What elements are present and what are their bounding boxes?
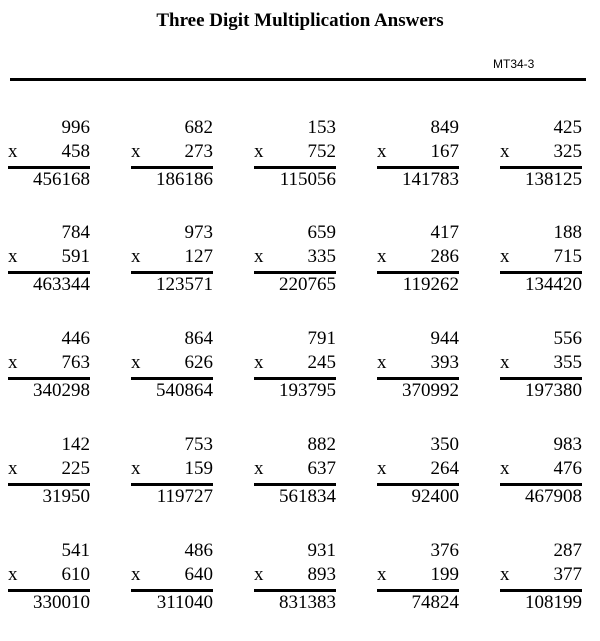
multiply-sign: x [8, 141, 18, 162]
answer: 193795 [279, 380, 336, 401]
multiply-sign: x [131, 458, 141, 479]
multiply-sign: x [500, 141, 510, 162]
problem-16 [8, 434, 90, 524]
multiplier: 752 [307, 141, 336, 162]
multiplicand: 446 [61, 328, 90, 349]
multiplicand: 996 [61, 117, 90, 138]
problem-7 [131, 222, 213, 312]
problem-20 [500, 434, 582, 524]
multiplicand: 541 [61, 540, 90, 561]
multiply-sign: x [8, 246, 18, 267]
answer: 311040 [156, 592, 213, 613]
multiply-sign: x [254, 458, 264, 479]
multiplier: 325 [553, 141, 582, 162]
multiplicand: 753 [184, 434, 213, 455]
multiplicand: 791 [307, 328, 336, 349]
multiplicand: 142 [61, 434, 90, 455]
answer: 123571 [156, 274, 213, 295]
multiplier: 377 [553, 564, 582, 585]
multiply-sign: x [254, 246, 264, 267]
multiplier: 893 [307, 564, 336, 585]
multiplier: 127 [184, 246, 213, 267]
multiply-sign: x [377, 458, 387, 479]
answer: 92400 [411, 486, 459, 507]
multiply-sign: x [500, 458, 510, 479]
multiplicand: 425 [553, 117, 582, 138]
multiplier: 626 [184, 352, 213, 373]
problem-11 [8, 328, 90, 418]
answer: 340298 [33, 380, 90, 401]
multiply-sign: x [377, 246, 387, 267]
problem-25 [500, 540, 582, 630]
problem-9 [377, 222, 459, 312]
answer: 134420 [525, 274, 582, 295]
multiplier: 458 [61, 141, 90, 162]
multiply-sign: x [8, 458, 18, 479]
answer: 74824 [411, 592, 459, 613]
multiplicand: 350 [430, 434, 459, 455]
multiplicand: 659 [307, 222, 336, 243]
answer: 141783 [402, 169, 459, 190]
answer: 119262 [402, 274, 459, 295]
multiply-sign: x [377, 352, 387, 373]
multiplicand: 784 [61, 222, 90, 243]
multiply-sign: x [377, 141, 387, 162]
multiplier: 264 [430, 458, 459, 479]
answer: 831383 [279, 592, 336, 613]
multiplicand: 417 [430, 222, 459, 243]
multiplicand: 486 [184, 540, 213, 561]
multiplier: 273 [184, 141, 213, 162]
multiplicand: 983 [553, 434, 582, 455]
multiply-sign: x [8, 352, 18, 373]
multiplier: 199 [430, 564, 459, 585]
multiplicand: 682 [184, 117, 213, 138]
multiplier: 591 [61, 246, 90, 267]
multiply-sign: x [377, 564, 387, 585]
multiplier: 245 [307, 352, 336, 373]
answer: 220765 [279, 274, 336, 295]
problem-6 [8, 222, 90, 312]
multiplicand: 153 [307, 117, 336, 138]
problem-21 [8, 540, 90, 630]
multiplicand: 931 [307, 540, 336, 561]
problem-8 [254, 222, 336, 312]
answer: 138125 [525, 169, 582, 190]
problem-13 [254, 328, 336, 418]
multiply-sign: x [131, 141, 141, 162]
multiplier: 640 [184, 564, 213, 585]
multiply-sign: x [131, 352, 141, 373]
multiplier: 286 [430, 246, 459, 267]
multiplicand: 882 [307, 434, 336, 455]
answer: 31950 [42, 486, 90, 507]
answer: 540864 [156, 380, 213, 401]
multiplicand: 973 [184, 222, 213, 243]
multiplier: 225 [61, 458, 90, 479]
multiplier: 335 [307, 246, 336, 267]
multiplier: 715 [553, 246, 582, 267]
multiplicand: 188 [553, 222, 582, 243]
multiplier: 763 [61, 352, 90, 373]
page-title: Three Digit Multiplication Answers [156, 10, 444, 31]
multiply-sign: x [500, 352, 510, 373]
problem-2 [131, 117, 213, 207]
problem-17 [131, 434, 213, 524]
multiplicand: 556 [553, 328, 582, 349]
problem-4 [377, 117, 459, 207]
problem-10 [500, 222, 582, 312]
multiplier: 476 [553, 458, 582, 479]
problem-5 [500, 117, 582, 207]
answer: 115056 [279, 169, 336, 190]
multiply-sign: x [8, 564, 18, 585]
multiplier: 610 [61, 564, 90, 585]
problem-14 [377, 328, 459, 418]
multiplier: 637 [307, 458, 336, 479]
multiplier: 355 [553, 352, 582, 373]
problem-24 [377, 540, 459, 630]
multiplicand: 864 [184, 328, 213, 349]
multiplicand: 849 [430, 117, 459, 138]
problem-12 [131, 328, 213, 418]
answer: 370992 [402, 380, 459, 401]
answer: 197380 [525, 380, 582, 401]
answer: 561834 [279, 486, 336, 507]
answer: 108199 [525, 592, 582, 613]
multiplier: 167 [430, 141, 459, 162]
answer: 463344 [33, 274, 90, 295]
multiplier: 393 [430, 352, 459, 373]
multiply-sign: x [131, 564, 141, 585]
multiply-sign: x [500, 246, 510, 267]
multiply-sign: x [254, 564, 264, 585]
answer: 330010 [33, 592, 90, 613]
problem-15 [500, 328, 582, 418]
problem-3 [254, 117, 336, 207]
problem-19 [377, 434, 459, 524]
multiplier: 159 [184, 458, 213, 479]
multiplicand: 944 [430, 328, 459, 349]
multiply-sign: x [131, 246, 141, 267]
answer: 456168 [33, 169, 90, 190]
multiplicand: 376 [430, 540, 459, 561]
multiply-sign: x [500, 564, 510, 585]
answer: 186186 [156, 169, 213, 190]
answer: 119727 [156, 486, 213, 507]
problem-1 [8, 117, 90, 207]
answer: 467908 [525, 486, 582, 507]
multiplicand: 287 [553, 540, 582, 561]
problem-18 [254, 434, 336, 524]
problem-22 [131, 540, 213, 630]
problem-23 [254, 540, 336, 630]
multiply-sign: x [254, 141, 264, 162]
multiply-sign: x [254, 352, 264, 373]
worksheet-code: MT34-3 [493, 57, 535, 71]
